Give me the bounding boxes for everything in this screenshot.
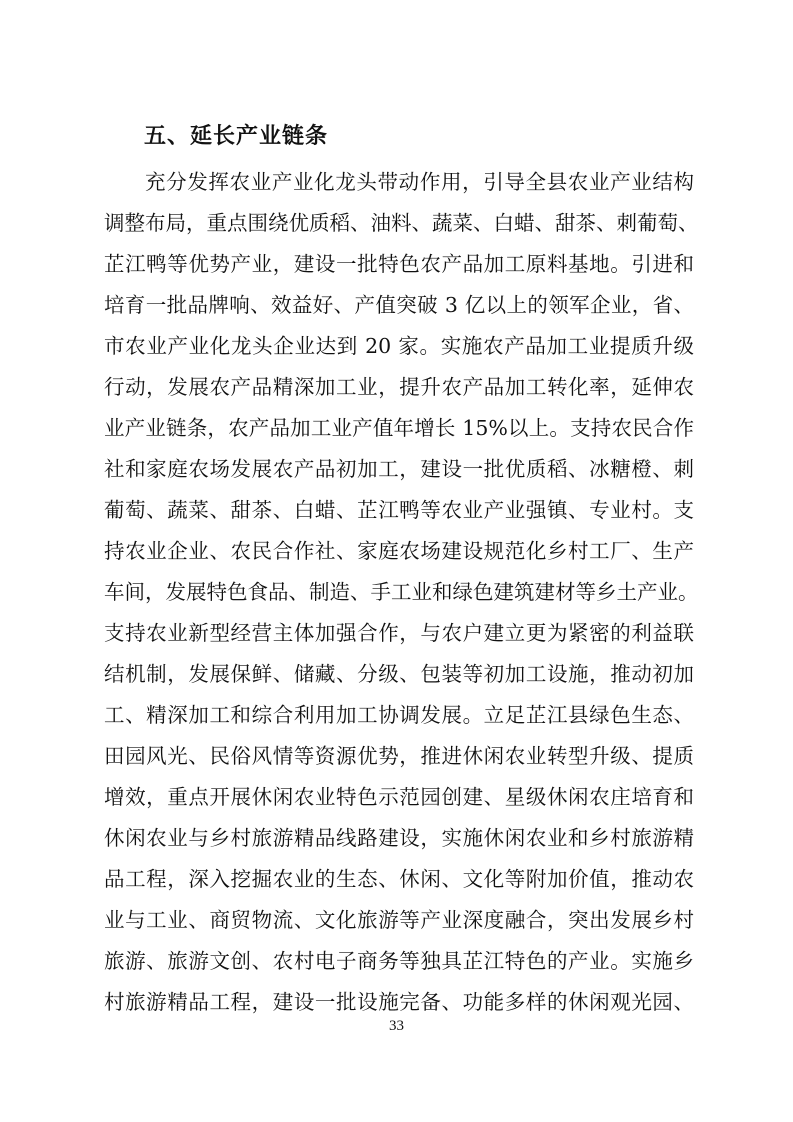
paragraph-line: 业与工业、商贸物流、文化旅游等产业深度融合，突出发展乡村 (104, 908, 694, 932)
paragraph-line: 调整布局，重点围绕优质稻、油料、蔬菜、白蜡、甜茶、刺葡萄、 (104, 211, 699, 235)
paragraph-line: 市农业产业化龙头企业达到 20 家。实施农产品加工业提质升级 (104, 334, 694, 358)
paragraph-line: 芷江鸭等优势产业，建设一批特色农产品加工原料基地。引进和 (104, 252, 694, 276)
paragraph-line: 休闲农业与乡村旅游精品线路建设，实施休闲农业和乡村旅游精 (104, 826, 694, 850)
paragraph-line: 田园风光、民俗风情等资源优势，推进休闲农业转型升级、提质 (104, 744, 694, 768)
paragraph-line: 村旅游精品工程，建设一批设施完备、功能多样的休闲观光园、 (104, 990, 694, 1014)
paragraph-line: 培育一批品牌响、效益好、产值突破 3 亿以上的领军企业，省、 (104, 293, 694, 317)
paragraph-line: 工、精深加工和综合利用加工协调发展。立足芷江县绿色生态、 (104, 703, 694, 727)
body-paragraph (104, 162, 699, 1023)
paragraph-line: 支持农业新型经营主体加强合作，与农户建立更为紧密的利益联 (104, 621, 694, 645)
section-heading: 五、延长产业链条 (144, 124, 329, 149)
paragraph-line: 车间，发展特色食品、制造、手工业和绿色建筑建材等乡土产业。 (104, 580, 699, 604)
paragraph-line: 充分发挥农业产业化龙头带动作用，引导全县农业产业结构 (145, 170, 694, 194)
page-number: 33 (389, 1018, 404, 1034)
paragraph-line: 社和家庭农场发展农产品初加工，建设一批优质稻、冰糖橙、刺 (104, 457, 694, 481)
paragraph-line: 旅游、旅游文创、农村电子商务等独具芷江特色的产业。实施乡 (104, 949, 694, 973)
paragraph-line: 增效，重点开展休闲农业特色示范园创建、星级休闲农庄培育和 (104, 785, 694, 809)
paragraph-line: 持农业企业、农民合作社、家庭农场建设规范化乡村工厂、生产 (104, 539, 694, 563)
paragraph-line: 品工程，深入挖掘农业的生态、休闲、文化等附加价值，推动农 (104, 867, 694, 891)
paragraph-line: 业产业链条，农产品加工业产值年增长 15%以上。支持农民合作 (104, 416, 694, 440)
paragraph-line: 行动，发展农产品精深加工业，提升农产品加工转化率，延伸农 (104, 375, 694, 399)
paragraph-line: 葡萄、蔬菜、甜茶、白蜡、芷江鸭等农业产业强镇、专业村。支 (104, 498, 694, 522)
paragraph-line: 结机制，发展保鲜、储藏、分级、包装等初加工设施，推动初加 (104, 662, 694, 686)
